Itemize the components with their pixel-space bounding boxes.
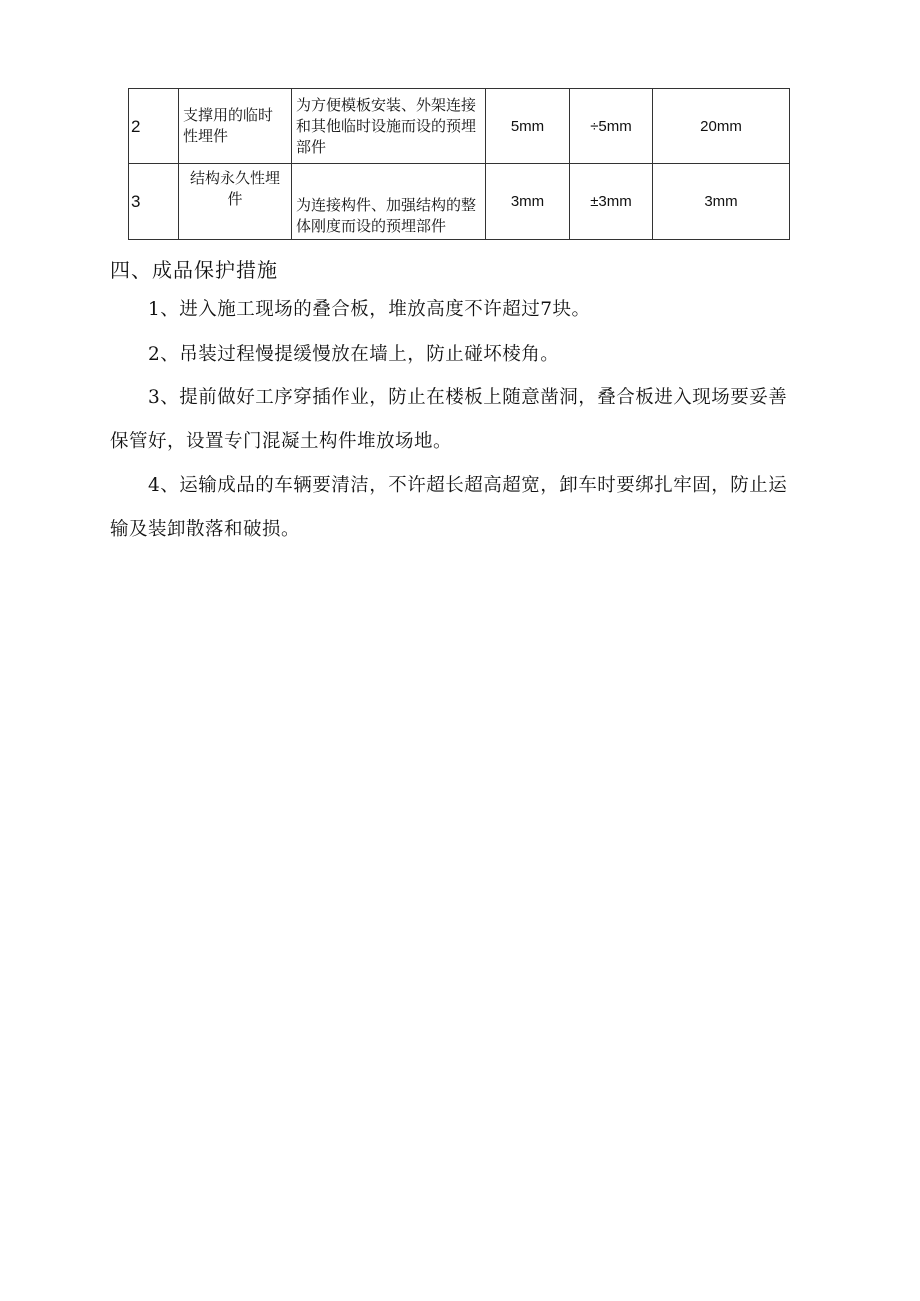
paragraph: 4、运输成品的车辆要清洁，不许超长超高超宽，卸车时要绑扎牢固，防止运输及装卸散落和破损。: [110, 475, 788, 540]
tolerance-cell: ÷5mm: [570, 89, 653, 164]
row-number: 3: [129, 164, 179, 240]
table-row: [129, 89, 790, 164]
table-row: [129, 164, 790, 240]
tolerance-table: [128, 88, 790, 240]
tolerance-cell: ±3mm: [570, 164, 653, 240]
value-cell: 5mm: [486, 89, 570, 164]
value-cell: 3mm: [486, 164, 570, 240]
value-cell: 20mm: [653, 89, 790, 164]
item-name: 支撑用的临时性埋件: [179, 89, 292, 164]
section-heading: 四、成品保护措施: [110, 258, 278, 282]
row-number: 2: [129, 89, 179, 164]
item-description: 为方便模板安装、外架连接和其他临时设施而设的预埋部件: [292, 89, 486, 164]
value-cell: 3mm: [653, 164, 790, 240]
paragraph: 1、进入施工现场的叠合板，堆放高度不许超过7块。: [148, 299, 591, 320]
item-description: 为连接构件、加强结构的整体刚度而设的预埋部件: [292, 164, 486, 240]
paragraph: 2、吊装过程慢提缓慢放在墙上，防止碰坏棱角。: [148, 344, 560, 365]
paragraph: 3、提前做好工序穿插作业，防止在楼板上随意凿洞，叠合板进入现场要妥善保管好，设置专门混凝土构件堆放场地。: [110, 387, 788, 452]
item-name: 结构永久性埋件: [179, 164, 292, 240]
